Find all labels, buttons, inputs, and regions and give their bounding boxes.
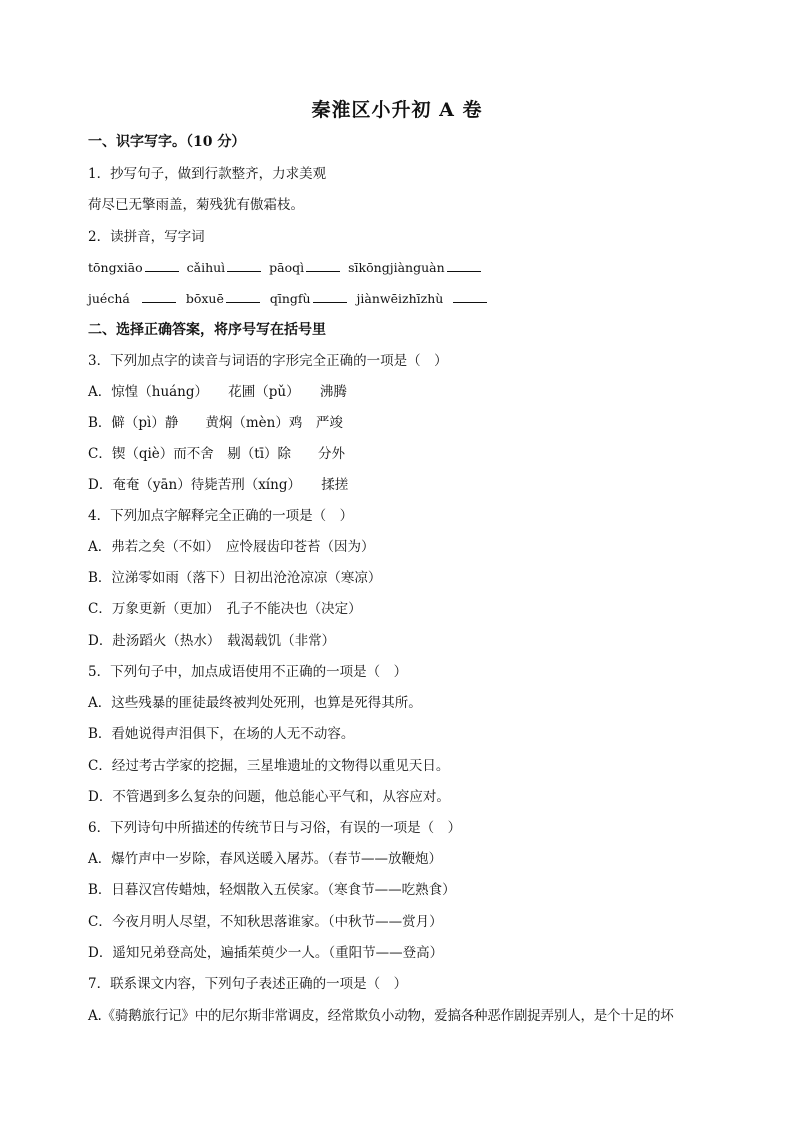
pinyin-item: pāoqì bbox=[269, 260, 305, 275]
pinyin-item: qīngfù bbox=[269, 291, 311, 306]
option-line: D．奄奄（yān）待毙苦刑（xíng） 揉搓 bbox=[88, 477, 349, 493]
option-line: A.《骑鹅旅行记》中的尼尔斯非常调皮，经常欺负小动物，爱搞各种恶作剧捉弄别人，是个十足的坏 bbox=[88, 1008, 674, 1024]
section1-heading: 一、识字写字。（10 分） bbox=[88, 134, 246, 150]
option-line: A．爆竹声中一岁除，春风送暖入屠苏。（春节——放鞭炮） bbox=[88, 851, 442, 867]
answer-blank[interactable] bbox=[142, 290, 176, 303]
answer-blank[interactable] bbox=[447, 259, 481, 272]
option-line: C．今夜月明人尽望，不知秋思落谁家。（中秋节——赏月） bbox=[88, 914, 443, 930]
pinyin-item: tōngxiāo bbox=[88, 260, 143, 275]
question-2: 2．读拼音，写字词 bbox=[88, 229, 205, 245]
answer-blank[interactable] bbox=[145, 259, 179, 272]
option-line: D．赴汤蹈火（热水） 载渴载饥（非常） bbox=[88, 633, 336, 649]
pinyin-item: sīkōngjiànguàn bbox=[348, 260, 445, 275]
option-line: B．僻（pì）静 黄焖（mèn）鸡 严竣 bbox=[88, 415, 343, 431]
question-line: 4．下列加点字解释完全正确的一项是（ ） bbox=[88, 508, 354, 524]
option-line: A．弗若之矣（不如） 应怜屐齿印苍苔（因为） bbox=[88, 539, 375, 555]
page-title: 秦淮区小升初 A 卷 bbox=[311, 99, 483, 121]
option-line: C．经过考古学家的挖掘，三星堆遗址的文物得以重见天日。 bbox=[88, 758, 450, 774]
answer-blank[interactable] bbox=[227, 259, 261, 272]
option-line: B．日暮汉宫传蜡烛，轻烟散入五侯家。（寒食节——吃熟食） bbox=[88, 882, 456, 898]
option-line: A．这些残暴的匪徒最终被判处死刑，也算是死得其所。 bbox=[88, 695, 422, 711]
pinyin-item: juéchá bbox=[88, 291, 130, 306]
answer-blank[interactable] bbox=[313, 290, 347, 303]
pinyin-row-1 bbox=[88, 259, 483, 277]
answer-blank[interactable] bbox=[306, 259, 340, 272]
question-line: 7．联系课文内容，下列句子表述正确的一项是（ ） bbox=[88, 976, 408, 992]
question-line: 3．下列加点字的读音与词语的字形完全正确的一项是（ ） bbox=[88, 353, 448, 369]
option-line: A．惊惶（huáng） 花圃（pǔ） 沸腾 bbox=[88, 384, 347, 400]
option-line: B．看她说得声泪俱下，在场的人无不动容。 bbox=[88, 726, 355, 742]
answer-blank[interactable] bbox=[226, 290, 260, 303]
question-1: 1．抄写句子，做到行款整齐，力求美观 bbox=[88, 166, 327, 182]
option-line: B．泣涕零如雨（落下）日初出沧沧凉凉（寒凉） bbox=[88, 570, 382, 586]
pinyin-row-2 bbox=[88, 290, 489, 308]
answer-blank[interactable] bbox=[453, 290, 487, 303]
question-line: 5．下列句子中，加点成语使用不正确的一项是（ ） bbox=[88, 664, 408, 680]
pinyin-item: cǎihuì bbox=[186, 260, 226, 275]
pinyin-item: bōxuē bbox=[185, 291, 224, 306]
option-line: D．不管遇到多么复杂的问题，他总能心平气和，从容应对。 bbox=[88, 789, 450, 805]
section2-heading: 二、选择正确答案，将序号写在括号里 bbox=[88, 322, 326, 338]
question-line: 6．下列诗句中所描述的传统节日与习俗，有误的一项是（ ） bbox=[88, 820, 462, 836]
option-line: C．万象更新（更加） 孔子不能决也（决定） bbox=[88, 601, 362, 617]
option-line: D．遥知兄弟登高处，遍插茱萸少一人。（重阳节——登高） bbox=[88, 945, 444, 961]
pinyin-item: jiànwēizhīzhù bbox=[356, 291, 444, 306]
option-line: C．锲（qiè）而不舍 剔（tī）除 分外 bbox=[88, 446, 346, 462]
question-1-sentence: 荷尽已无擎雨盖，菊残犹有傲霜枝。 bbox=[88, 197, 304, 213]
